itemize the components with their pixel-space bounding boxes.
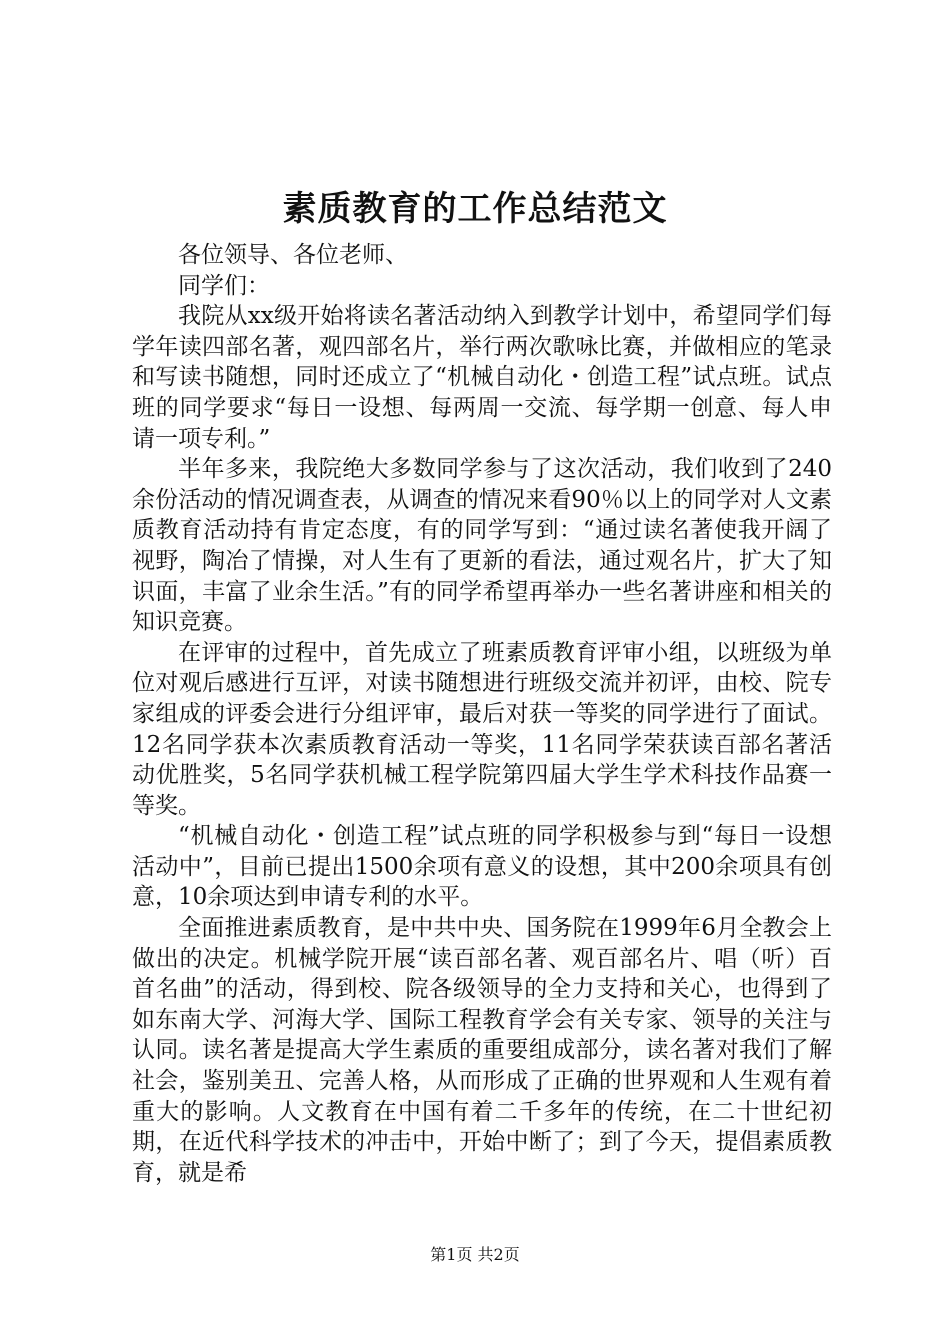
page-number-footer: 第1页 共2页 [430,1245,520,1264]
paragraph-1: 我院从xx级开始将读名著活动纳入到教学计划中，希望同学们每学年读四部名著，观四部名片，举行两次歌咏比赛，并做相应的笔录和写读书随想，同时还成立了“机械自动化・创造工程”试点班。试点班的同学要求“每日一设想、每两周一交流、每学期一创意、每人申请一项专利。” [132,303,832,452]
salutation-line-2: 同学们： [178,272,270,299]
salutation-line-1: 各位领导、各位老师、 [178,242,408,268]
paragraph-2: 半年多来，我院绝大多数同学参与了这次活动，我们收到了240余份活动的情况调查表，从调查的情况来看90％以上的同学对人文素质教育活动持有肯定态度，有的同学写到：“通过读名著使我开阔了视野，陶冶了情操，对人生有了更新的看法，通过观名片，扩大了知识面，丰富了业余生活。”有的同学希望再举办一些名著讲座和相关的知识竞赛。 [132,456,832,636]
paragraph-4: “机械自动化・创造工程”试点班的同学积极参与到“每日一设想活动中”，目前已提出1500余项有意义的设想，其中200余项具有创意，10余项达到申请专利的水平。 [132,823,832,911]
document-title: 素质教育的工作总结范文 [282,189,668,229]
paragraph-5: 全面推进素质教育，是中共中央、国务院在1999年6月全教会上做出的决定。机械学院开展“读百部名著、观百部名片、唱（听）百首名曲”的活动，得到校、院各级领导的全力支持和关心，也得到了如东南大学、河海大学、国际工程教育学会有关专家、领导的关注与认同。读名著是提高大学生素质的重要组成部分，读名著对我们了解社会，鉴别美丑、完善人格，从而形成了正确的世界观和人生观有着重大的影响。人文教育在中国有着二千多年的传统，在二十世纪初期，在近代科学技术的冲击中，开始中断了；到了今天，提倡素质教育，就是希 [132,915,832,1186]
paragraph-3: 在评审的过程中，首先成立了班素质教育评审小组，以班级为单位对观后感进行互评，对读书随想进行班级交流并初评，由校、院专家组成的评委会进行分组评审，最后对获一等奖的同学进行了面试。12名同学获本次素质教育活动一等奖，11名同学荣获读百部名著活动优胜奖，5名同学获机械工程学院第四届大学生学术科技作品赛一等奖。 [132,639,832,819]
document-body [132,240,832,1188]
